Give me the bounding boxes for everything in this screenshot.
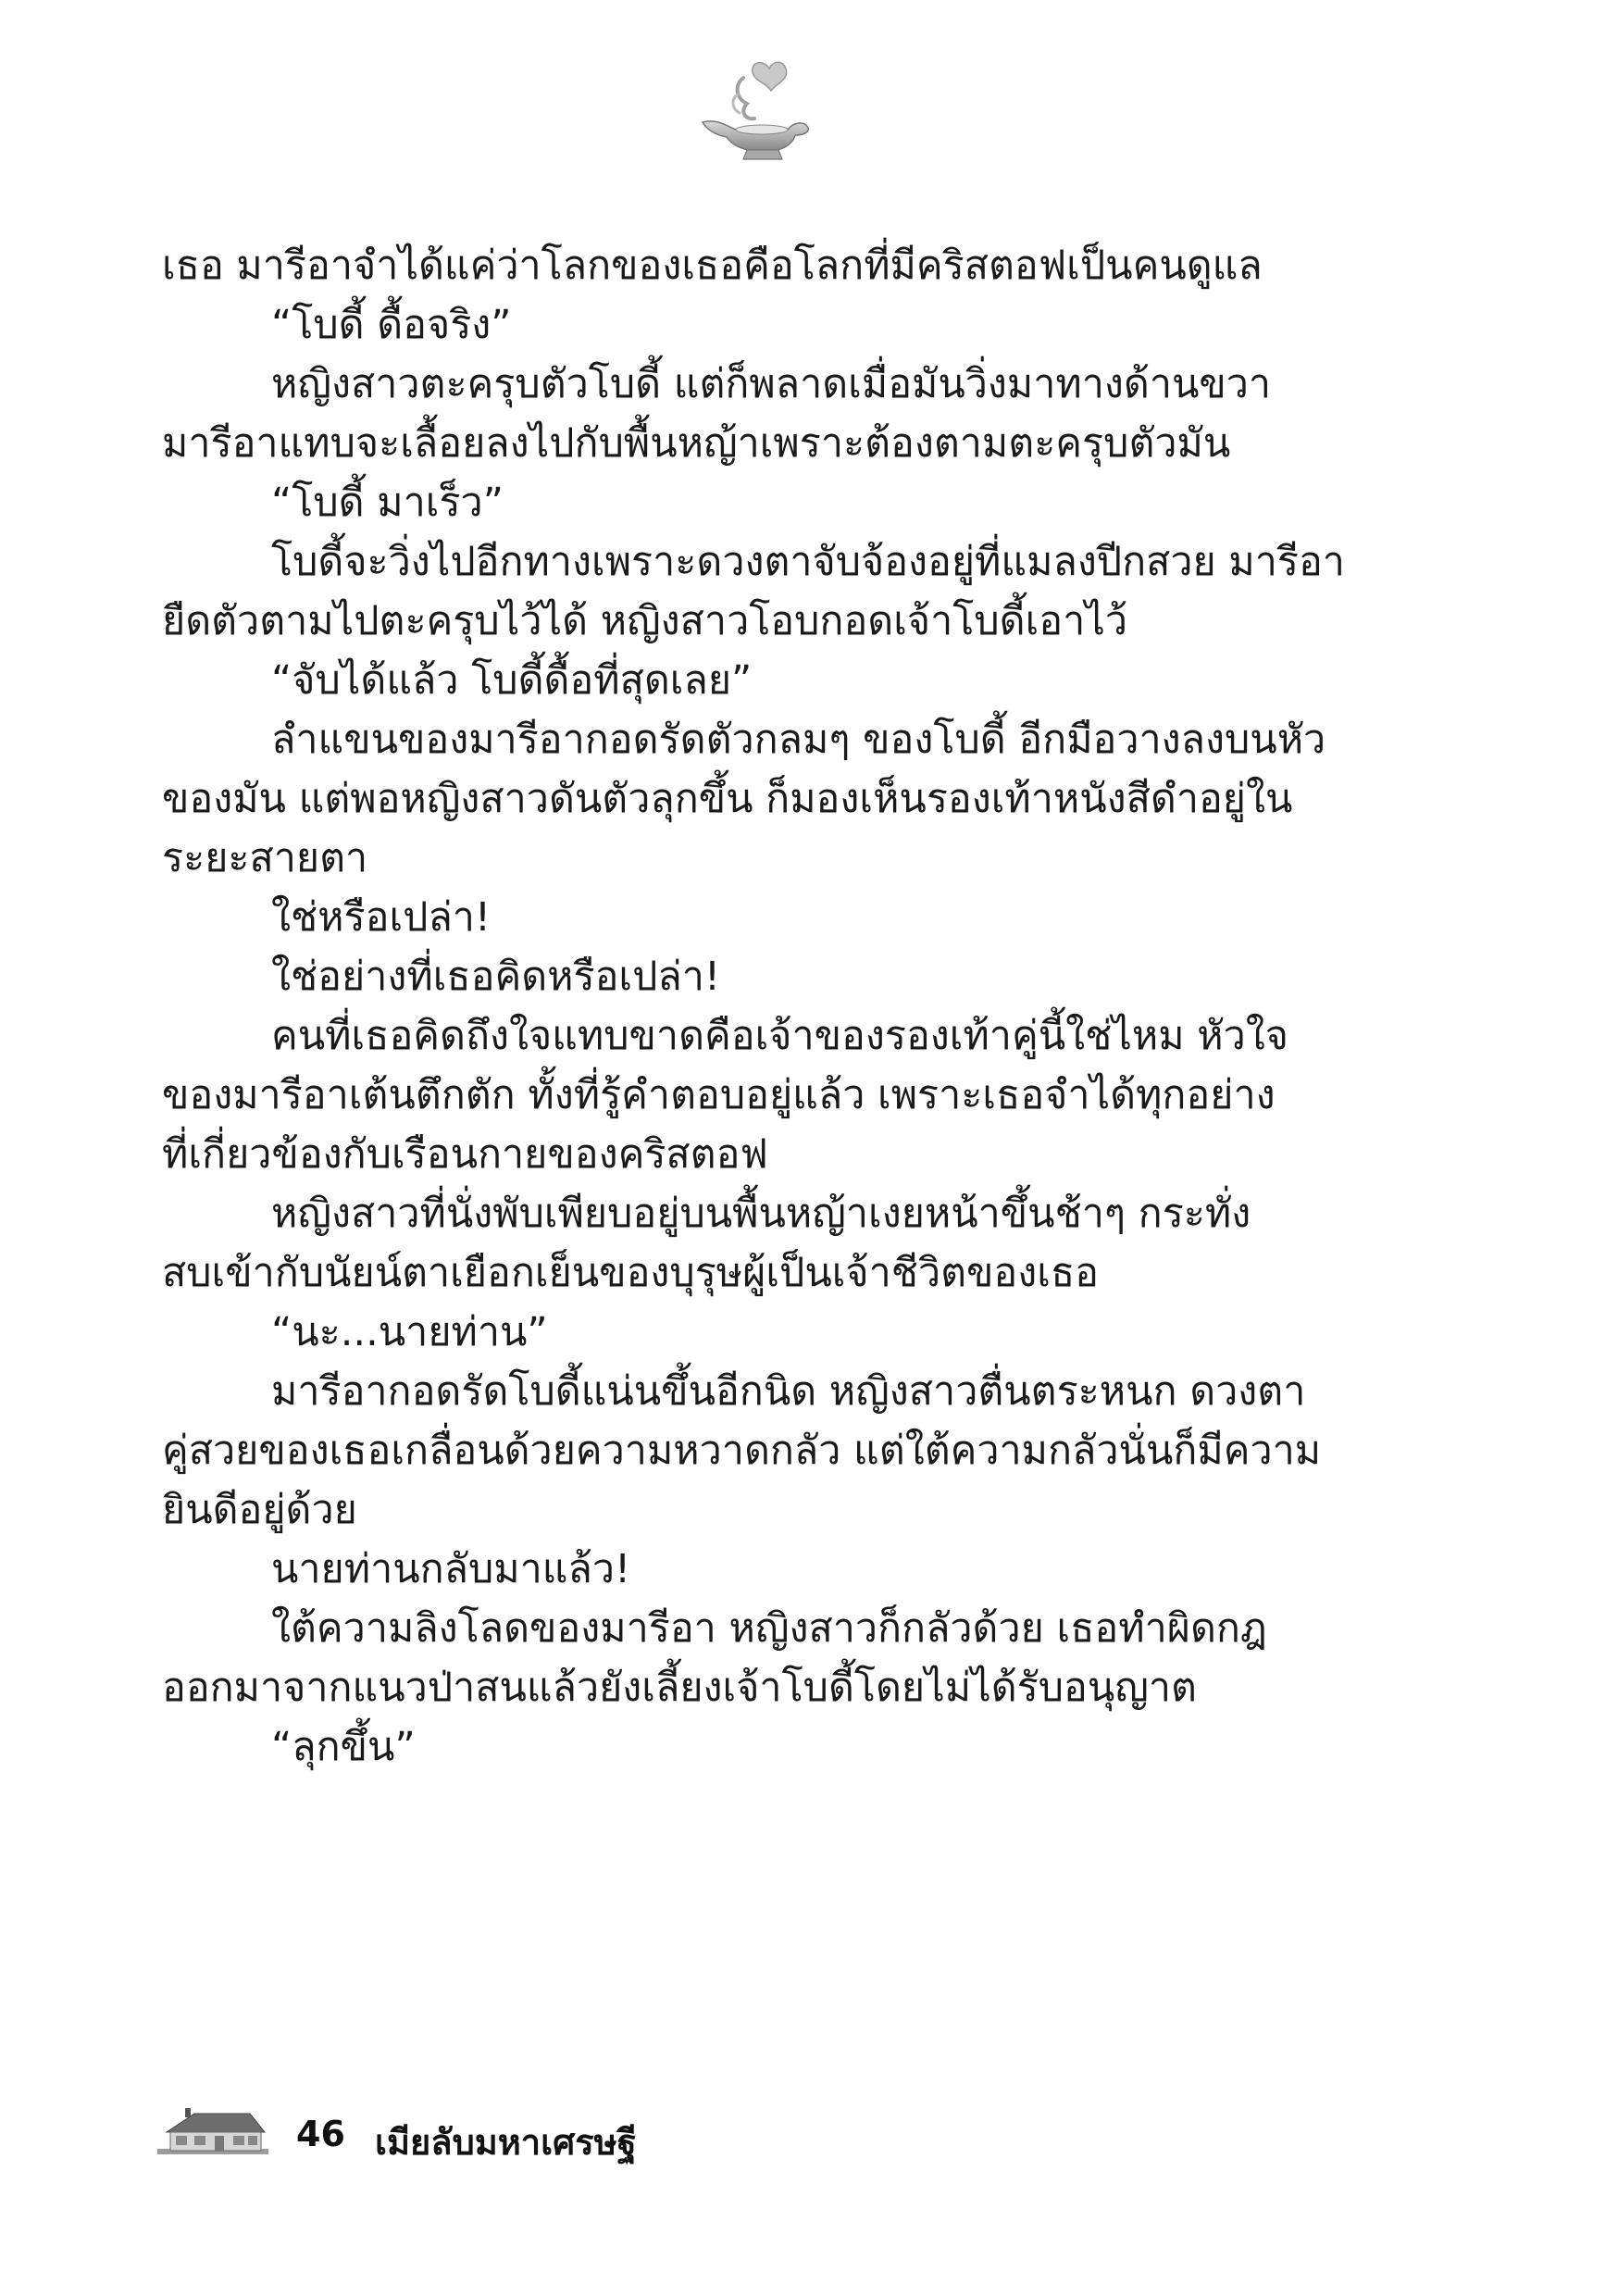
page-footer bbox=[157, 2106, 990, 2177]
body-text bbox=[162, 236, 1356, 1777]
paragraph-line-11: ระยะสายตา bbox=[162, 835, 368, 881]
paragraph-line-16: ที่เกี่ยวข้องกับเรือนกายของคริสตอฟ bbox=[162, 1131, 768, 1178]
house-icon bbox=[157, 2106, 268, 2162]
paragraph-line-1: เธอ มารีอาจำได้แค่ว่าโลกของเธอคือโลกที่มีคริสตอฟเป็นคนดูแล bbox=[162, 243, 1263, 289]
paragraph-line-26: “ลุกขึ้น” bbox=[271, 1724, 416, 1770]
book-title: เมียลับมหาเศรษฐี bbox=[375, 2122, 637, 2163]
paragraph-line-12: ใช่หรือเปล่า! bbox=[271, 894, 492, 941]
paragraph-line-5: “โบดี้ มาเร็ว” bbox=[271, 480, 504, 526]
paragraph-line-4: มารีอาแทบจะเลื้อยลงไปกับพื้นหญ้าเพราะต้องตามตะครุบตัวมัน bbox=[162, 420, 1231, 467]
paragraph-line-13: ใช่อย่างที่เธอคิดหรือเปล่า! bbox=[271, 954, 721, 1000]
paragraph-line-7: ยืดตัวตามไปตะครุบไว้ได้ หญิงสาวโอบกอดเจ้าโบดี้เอาไว้ bbox=[162, 598, 1128, 644]
paragraph-line-25: ออกมาจากแนวป่าสนแล้วยังเลี้ยงเจ้าโบดี้โดยไม่ได้รับอนุญาต bbox=[162, 1665, 1197, 1711]
paragraph-line-3: หญิงสาวตะครุบตัวโบดี้ แต่ก็พลาดเมื่อมันวิ่งมาทางด้านขวา bbox=[271, 361, 1272, 407]
paragraph-line-22: ยินดีอยู่ด้วย bbox=[162, 1487, 357, 1533]
paragraph-line-14: คนที่เธอคิดถึงใจแทบขาดคือเจ้าของรองเท้าคู่นี้ใช่ไหม หัวใจ bbox=[271, 1013, 1288, 1059]
paragraph-line-2: “โบดี้ ดื้อจริง” bbox=[271, 302, 512, 348]
paragraph-line-24: ใต้ความลิงโลดของมารีอา หญิงสาวก็กลัวด้วย เธอทำผิดกฎ bbox=[271, 1605, 1267, 1652]
page-number: 46 bbox=[296, 2114, 345, 2154]
genie-lamp-icon bbox=[690, 57, 819, 168]
paragraph-line-6: โบดี้จะวิ่งไปอีกทางเพราะดวงตาจับจ้องอยู่ที่แมลงปีกสวย มารีอา bbox=[271, 539, 1345, 585]
paragraph-line-21: คู่สวยของเธอเกลื่อนด้วยความหวาดกลัว แต่ใต้ความกลัวนั่นก็มีความ bbox=[162, 1428, 1322, 1474]
paragraph-line-17: หญิงสาวที่นั่งพับเพียบอยู่บนพื้นหญ้าเงยหน้าขึ้นช้าๆ กระทั่ง bbox=[271, 1191, 1251, 1237]
paragraph-line-8: “จับได้แล้ว โบดี้ดื้อที่สุดเลย” bbox=[271, 657, 753, 704]
paragraph-line-15: ของมารีอาเต้นตึกตัก ทั้งที่รู้คำตอบอยู่แล้ว เพราะเธอจำได้ทุกอย่าง bbox=[162, 1072, 1276, 1118]
paragraph-line-20: มารีอากอดรัดโบดี้แน่นขึ้นอีกนิด หญิงสาวตื่นตระหนก ดวงตา bbox=[271, 1368, 1306, 1415]
paragraph-line-10: ของมัน แต่พอหญิงสาวดันตัวลุกขึ้น ก็มองเห็นรองเท้าหนังสีดำอยู่ใน bbox=[162, 776, 1293, 822]
paragraph-line-19: “นะ...นายท่าน” bbox=[271, 1309, 548, 1355]
paragraph-line-9: ลำแขนของมารีอากอดรัดตัวกลมๆ ของโบดี้ อีกมือวางลงบนหัว bbox=[271, 717, 1326, 763]
paragraph-line-23: นายท่านกลับมาแล้ว! bbox=[271, 1546, 631, 1592]
paragraph-line-18: สบเข้ากับนัยน์ตาเยือกเย็นของบุรุษผู้เป็นเจ้าชีวิตของเธอ bbox=[162, 1250, 1100, 1296]
